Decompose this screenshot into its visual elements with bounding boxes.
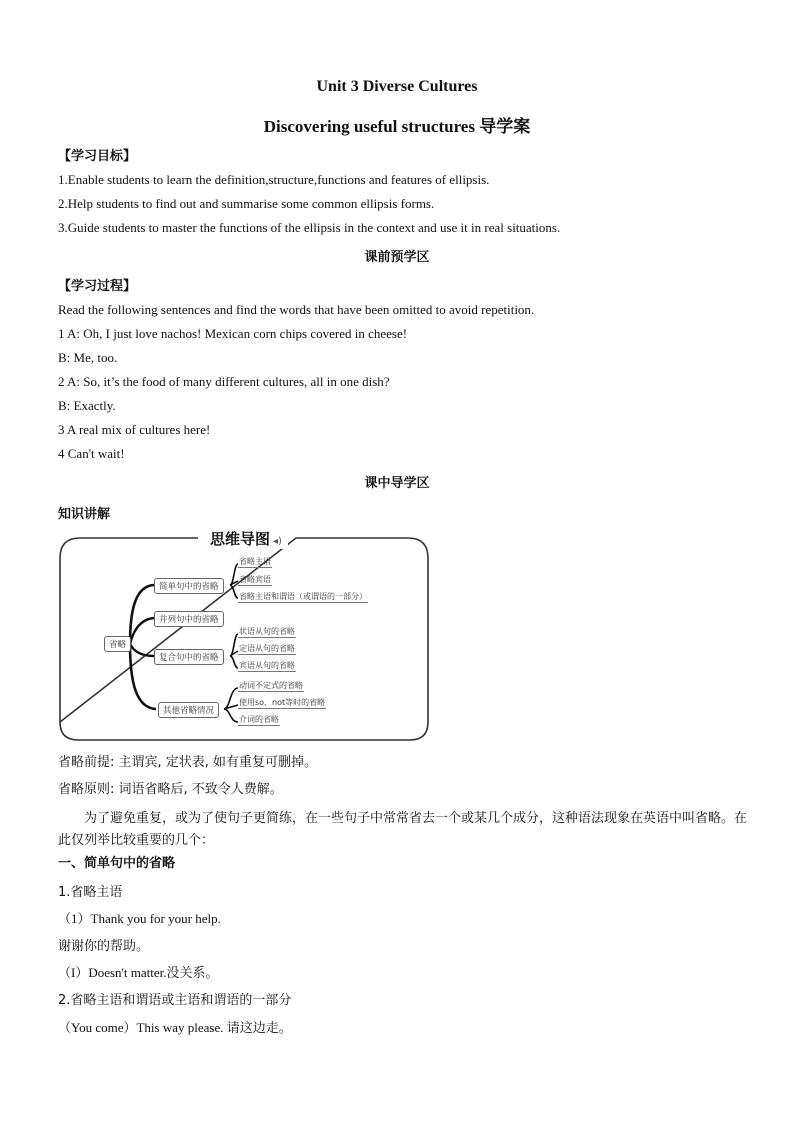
mind-map-leaf: 宾语从句的省略 [239, 661, 295, 670]
mind-map-leaf: 定语从句的省略 [239, 644, 295, 653]
dialogue-line: 4 Can't wait! [58, 446, 125, 461]
objective-item: 2.Help students to find out and summarise some common ellipsis forms. [58, 196, 435, 211]
mind-map-branch: 简单句中的省略 [154, 578, 224, 594]
objective-item: 3.Guide students to master the functions of the ellipsis in the context and use it in real situations. [58, 220, 561, 235]
mind-map-leaf: 使用so、not等时的省略 [239, 698, 326, 707]
inclass-heading: 课中导学区 [364, 476, 430, 491]
section-heading: 一、简单句中的省略 [58, 856, 176, 871]
explanation-paragraph: 为了避免重复，或为了使句子更简练，在一些句子中常常省去一个或某几个成分，这种语法现象在英语中叫省略。在此仅列举比较重要的几个： [58, 811, 748, 848]
principle-note: 省略原则: 词语省略后, 不致令人费解。 [58, 782, 283, 797]
mind-map-leaf: 动词不定式的省略 [239, 681, 303, 690]
mind-map-leaf: 省略宾语 [239, 575, 271, 584]
objective-item: 1.Enable students to learn the definition,structure,functions and features of ellipsis. [58, 172, 490, 187]
example-sentence: （I）Doesn't matter.没关系。 [58, 965, 219, 980]
dialogue-line: 3 A real mix of cultures here! [58, 422, 211, 437]
dialogue-line: 1 A: Oh, I just love nachos! Mexican corn chips covered in cheese! [58, 326, 408, 341]
preview-heading: 课前预学区 [364, 250, 430, 265]
dialogue-line: 2 A: So, it’s the food of many different cultures, all in one dish? [58, 374, 390, 389]
mind-map-leaf: 省略主语 [239, 557, 271, 566]
process-heading: 【学习过程】 [58, 279, 137, 294]
speaker-icon: ◂) [273, 536, 282, 547]
example-translation: 谢谢你的帮助。 [58, 939, 150, 954]
knowledge-label: 知识讲解 [58, 507, 111, 522]
mind-map-leaf: 状语从句的省略 [239, 627, 295, 636]
instruction-text: Read the following sentences and find the words that have been omitted to avoid repetition. [58, 302, 535, 317]
example-sentence: （1）Thank you for your help. [58, 911, 221, 926]
mind-map-branch: 并列句中的省略 [154, 611, 224, 627]
mind-map-leaf: 介词的省略 [239, 715, 279, 724]
subsection-heading: 1.省略主语 [58, 885, 123, 900]
objectives-heading: 【学习目标】 [58, 149, 137, 164]
dialogue-line: B: Exactly. [58, 398, 116, 413]
dialogue-line: B: Me, too. [58, 350, 118, 365]
premise-note: 省略前提: 主谓宾, 定状表, 如有重复可删掉。 [58, 755, 318, 770]
mind-map [58, 528, 430, 742]
mind-map-branch: 复合句中的省略 [154, 649, 224, 665]
mind-map-branch: 其他省略情况 [158, 702, 219, 718]
subsection-heading: 2.省略主语和谓语或主语和谓语的一部分 [58, 993, 292, 1008]
page-title: Unit 3 Diverse Cultures [316, 78, 478, 95]
mind-map-root: 省略 [104, 636, 131, 652]
example-sentence: （You come）This way please. 请这边走。 [58, 1020, 292, 1035]
mind-map-title: 思维导图 ◂) [204, 528, 288, 549]
page-subtitle: Discovering useful structures 导学案 [263, 117, 531, 136]
mind-map-leaf: 省略主语和谓语（或谓语的一部分） [239, 592, 367, 601]
